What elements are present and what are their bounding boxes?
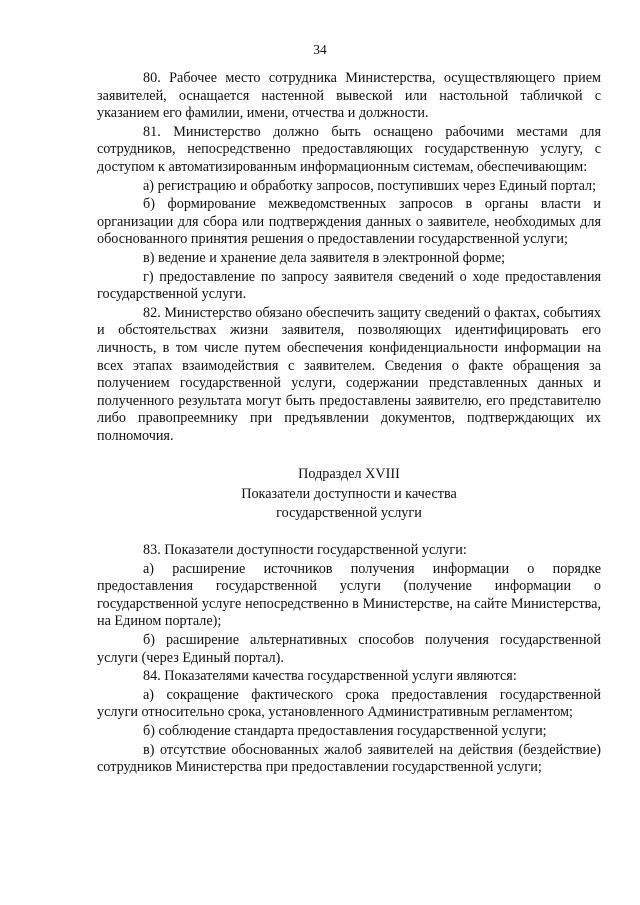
paragraph-80: 80. Рабочее место сотрудника Министерства, осуществляющего прием заявителей, оснащается настенной вывеской или настольной табличкой с указанием его фамилии, имени, отчества и должности. <box>97 70 601 122</box>
section-title-line-2: государственной услуги <box>276 505 422 522</box>
paragraph-84: 84. Показателями качества государственной услуги являются: <box>143 668 517 685</box>
paragraph-81-b: б) формирование межведомственных запросов в органы власти и организации для сбора или подтверждения данных о заявителе, необходимых для обоснованного принятия решения о предоставлении государственной услуги; <box>97 196 601 248</box>
paragraph-81-g: г) предоставление по запросу заявителя сведений о ходе предоставления государственной услуги. <box>97 268 601 303</box>
paragraph-82: 82. Министерство обязано обеспечить защиту сведений о фактах, событиях и обстоятельствах жизни заявителя, позволяющих идентифицировать его личность, в том числе путем обеспечения конфиденциальности информации на всех этапах взаимодействия с заявителем. Сведения о факте обращения за получением государственной услуги, содержании представленных данных и полученного результата могут быть предоставлены заявителю, его представителю либо правопреемнику при предъявлении документов, подтверждающих их полномочия. <box>97 304 601 444</box>
paragraph-81-v: в) ведение и хранение дела заявителя в электронной форме; <box>143 249 506 266</box>
paragraph-84-v: в) отсутствие обоснованных жалоб заявителей на действия (бездействие) сотрудников Министерства при предоставлении государственной услуги; <box>97 741 601 776</box>
paragraph-83-a: а) расширение источников получения информации о порядке предоставления государственной услуги (получение информации о государственной услуге непосредственно в Министерстве, на сайте Министерства, на Едином портале); <box>97 560 601 630</box>
section-title-line-1: Показатели доступности и качества <box>241 485 457 502</box>
paragraph-84-b: б) соблюдение стандарта предоставления государственной услуги; <box>143 722 547 739</box>
page-number: 34 <box>313 42 327 57</box>
paragraph-83-b: б) расширение альтернативных способов получения государственной услуги (через Единый портал). <box>97 631 601 666</box>
document-body <box>97 70 601 777</box>
paragraph-84-a: а) сокращение фактического срока предоставления государственной услуги относительно срока, установленного Административным регламентом; <box>97 686 601 721</box>
paragraph-81: 81. Министерство должно быть оснащено рабочими местами для сотрудников, непосредственно предоставляющих государственную услугу, с доступом к автоматизированным информационным системам, обеспечивающим: <box>97 123 601 175</box>
section-heading <box>97 465 601 524</box>
paragraph-83: 83. Показатели доступности государственной услуги: <box>143 541 467 558</box>
section-number: Подраздел XVIII <box>298 466 400 483</box>
paragraph-81-a: а) регистрацию и обработку запросов, поступивших через Единый портал; <box>143 177 597 194</box>
